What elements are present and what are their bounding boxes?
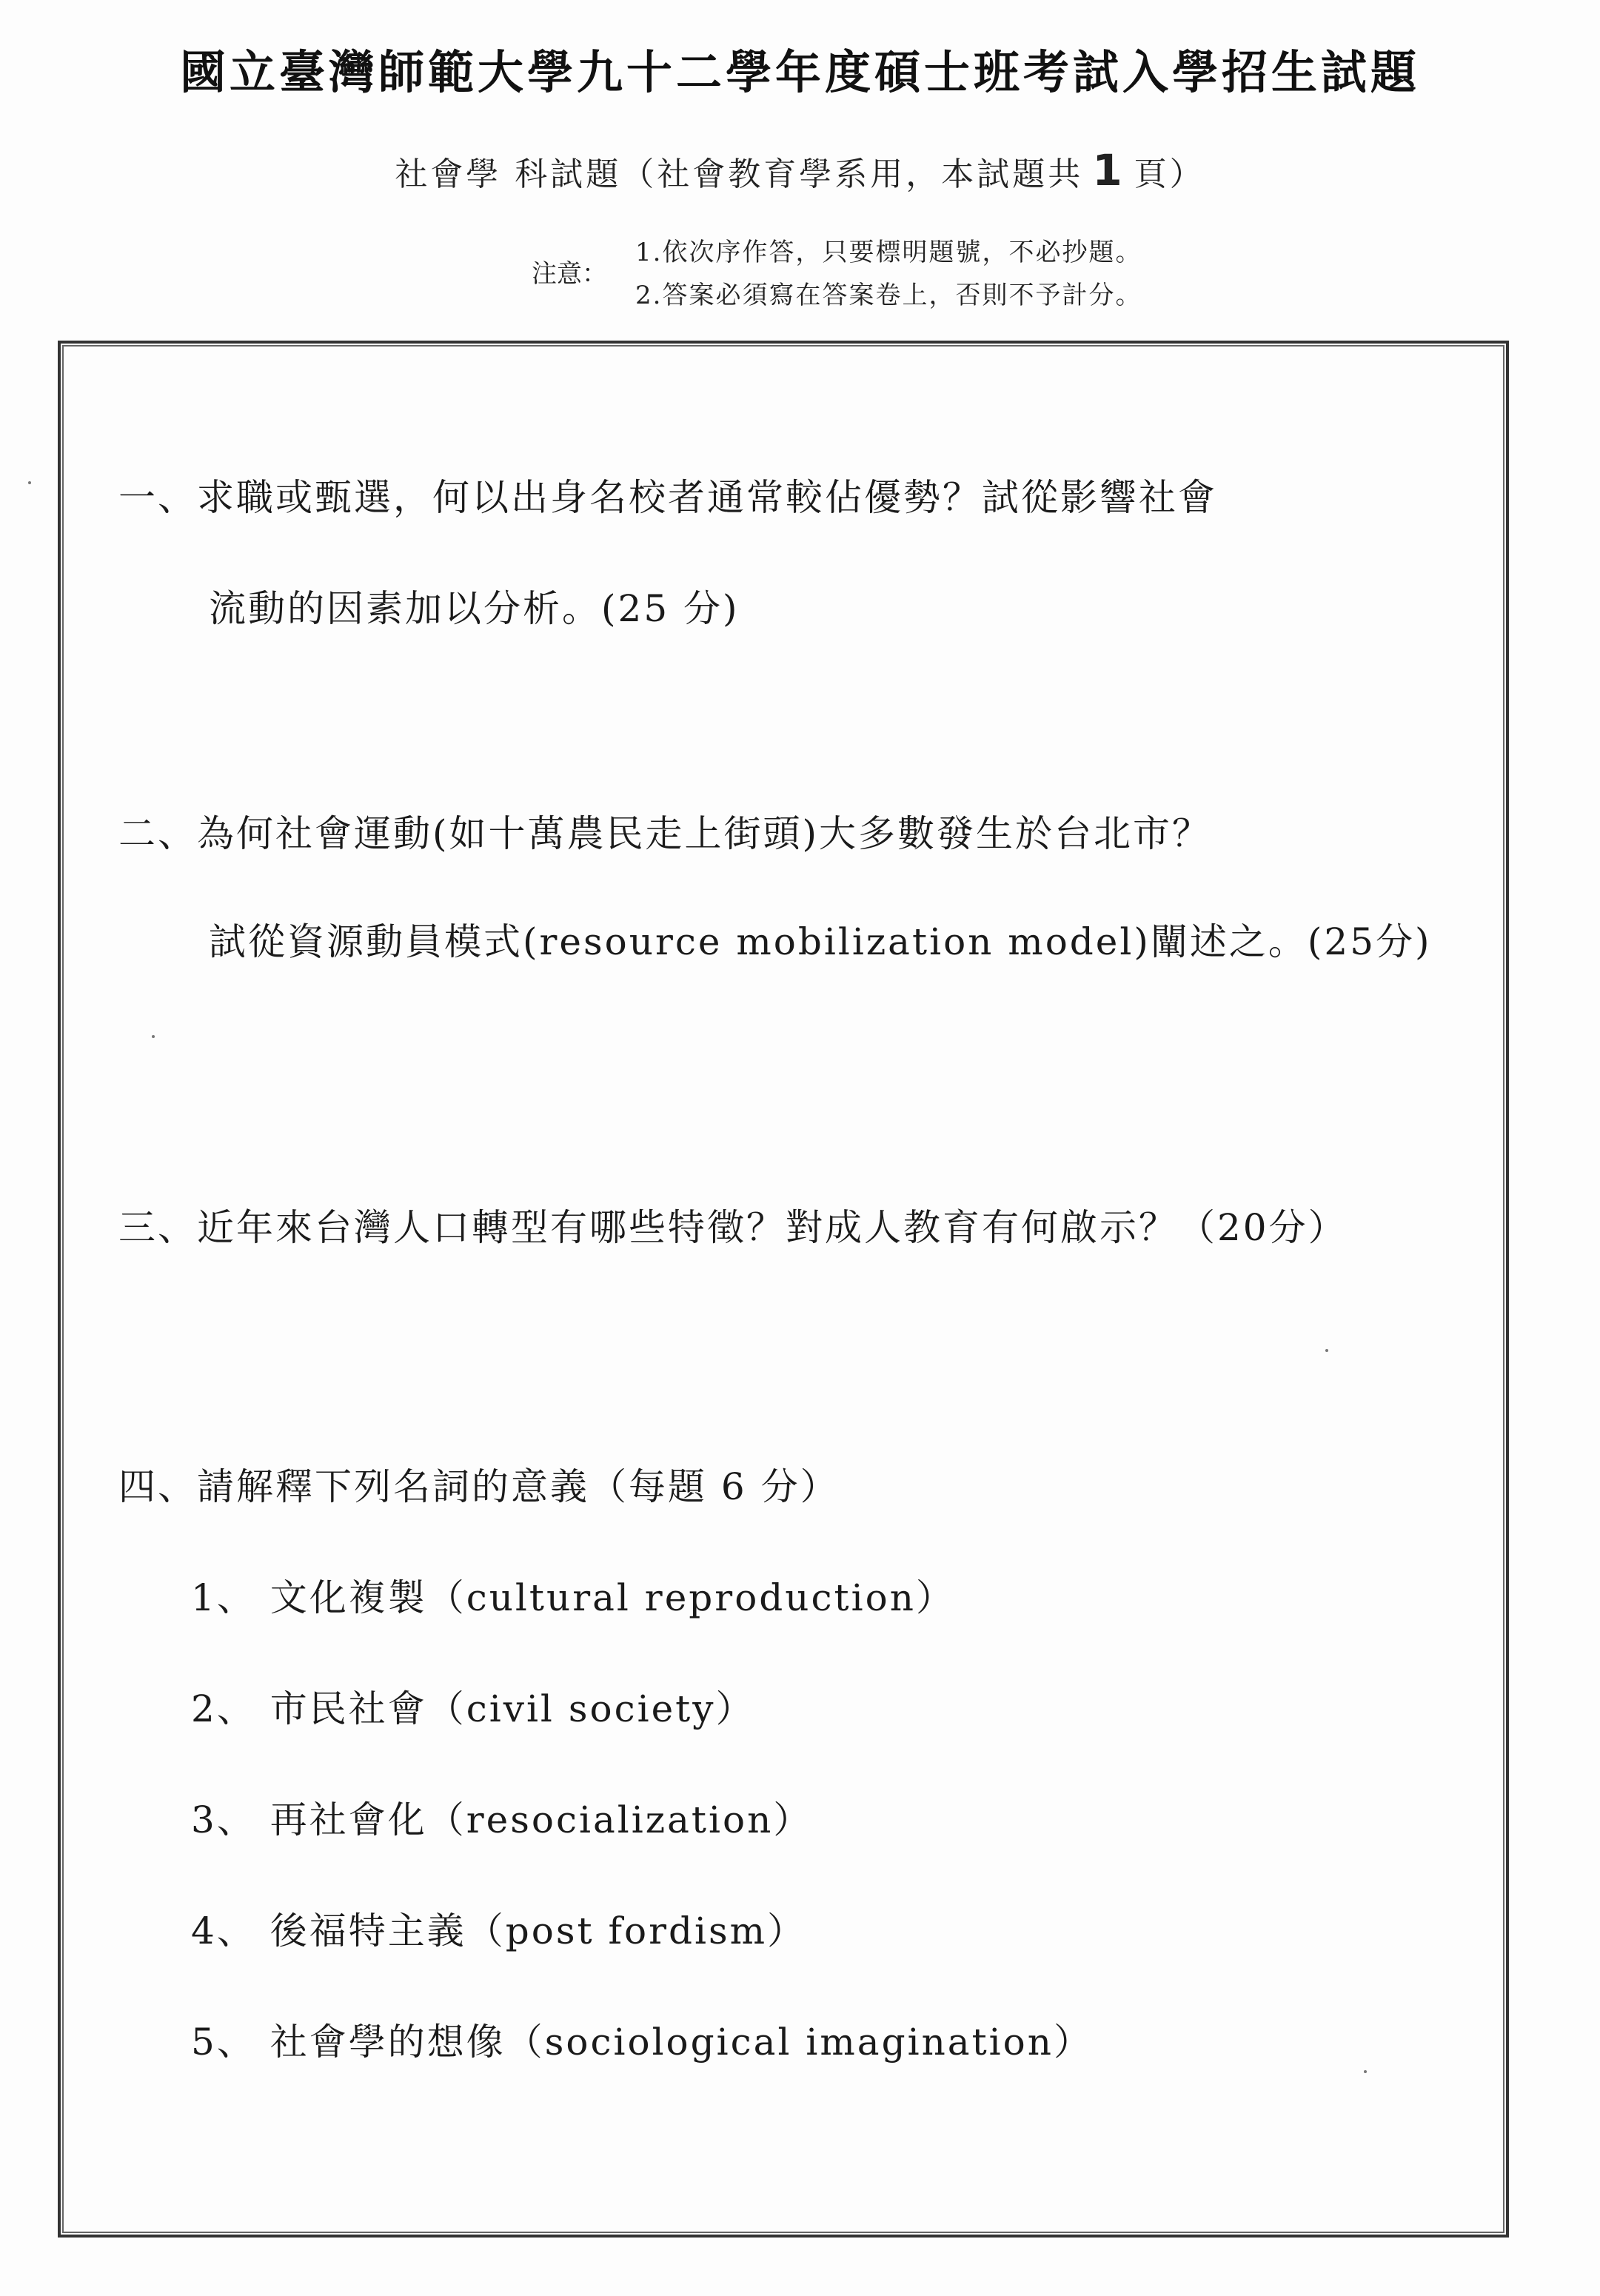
page-count: 1 [1092, 145, 1125, 195]
question-1-line-1: 一、求職或甄選，何以出身名校者通常較佔優勢？試從影響社會 [118, 476, 1217, 519]
question-1-line-2: 流動的因素加以分析。(25 分) [209, 587, 740, 630]
question-3: 三、近年來台灣人口轉型有哪些特徵？對成人教育有何啟示？（20分） [118, 1206, 1348, 1249]
term-item-3: 3、 再社會化（resocialization） [191, 1798, 813, 1841]
notice-item-2: 2.答案必須寫在答案卷上，否則不予計分。 [635, 281, 1142, 310]
exam-subtitle [0, 145, 1600, 195]
notice-label: 注意： [532, 259, 607, 289]
subtitle-suffix: 頁） [1134, 155, 1205, 193]
notice-list [635, 231, 1142, 317]
scan-speck [28, 481, 31, 484]
notice-item-1: 1.依次序作答，只要標明題號，不必抄題。 [635, 238, 1142, 267]
notice-block [532, 231, 1346, 320]
term-item-5: 5、 社會學的想像（sociological imagination） [191, 2021, 1093, 2064]
term-item-4: 4、 後福特主義（post fordism） [191, 1910, 807, 1952]
subtitle-prefix: 社會學 科試題（社會教育學系用，本試題共 [395, 155, 1084, 193]
scan-speck [152, 1035, 155, 1038]
term-item-2: 2、 市民社會（civil society） [191, 1687, 755, 1730]
scan-speck [1364, 2070, 1367, 2073]
exam-title: 國立臺灣師範大學九十二學年度碩士班考試入學招生試題 [179, 45, 1420, 99]
question-2-line-2: 試從資源動員模式(resource mobilization model)闡述之。(25分) [209, 920, 1432, 963]
scan-speck [1325, 1349, 1328, 1352]
term-item-1: 1、 文化複製（cultural reproduction） [191, 1576, 955, 1619]
question-2-line-1: 二、為何社會運動(如十萬農民走上街頭)大多數發生於台北市？ [118, 812, 1212, 855]
question-4-heading: 四、請解釋下列名詞的意義（每題 6 分） [118, 1465, 840, 1508]
